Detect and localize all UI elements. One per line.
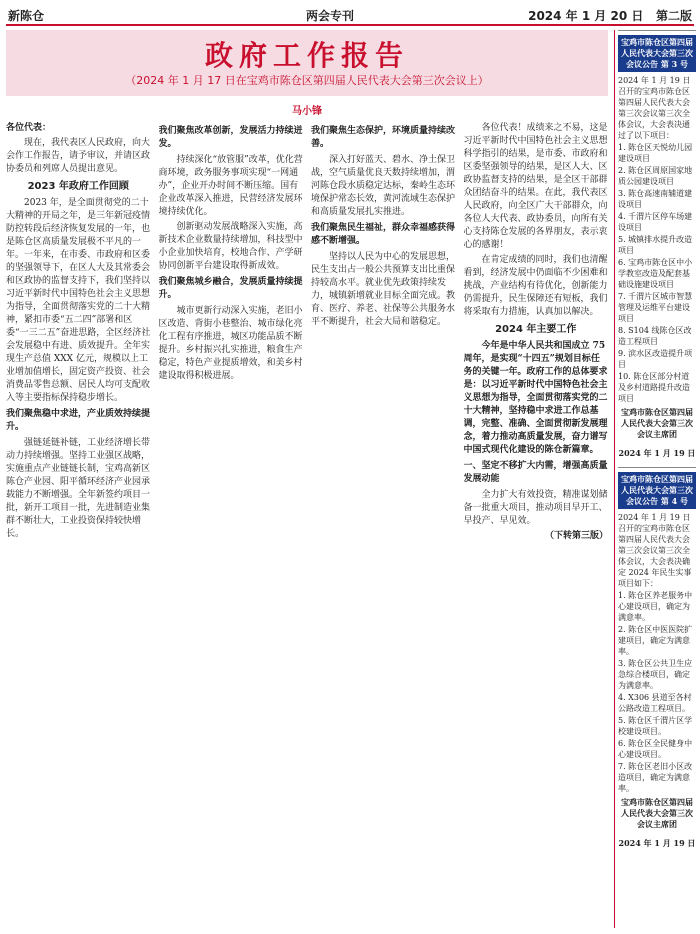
notice-item: 7. 千渭片区城市智慧管理及运维平台建设项目 (618, 292, 693, 323)
byline: 马小锋 (292, 106, 322, 117)
notice-item: 9. 滨水区改造提升项目 (618, 349, 693, 369)
paragraph: 坚持以人民为中心的发展思想，民生支出占一般公共预算支出比重保持较高水平。就业优先政策持续发力，城镇新增就业目标全面完成。教育、医疗、养老、社保等公共服务水平不断提升，社会大局和谐稳定。 (311, 252, 456, 327)
notice-item: 10. 陈仓区部分村道及乡村道路提升改造项目 (618, 372, 690, 403)
paragraph: 深入打好蓝天、碧水、净土保卫战，空气质量优良天数持续增加，渭河陈仓段水质稳定达标，秦岭生态环境保护常态长效，黄河流域生态保护和高质量发展扎实推进。 (311, 155, 456, 217)
article-columns (6, 122, 608, 928)
paragraph: 强链延链补链，工业经济增长带动力持续增强。坚持工业强区战略，实施重点产业链链长制，宝鸡高新区陈仓产业园、阳平循环经济产业园承载能力不断增强。全年新签约项目一批，新开工项目一批，先进制造业集群不断壮大，工业投资保持较快增长。 (6, 438, 151, 539)
notice-item: 3. 陈仓区公共卫生应急综合楼项目，确定为满意率。 (618, 659, 693, 690)
intro-paragraph: 现在，我代表区人民政府，向大会作工作报告，请予审议，并请区政协委员和列席人员提出意见。 (6, 138, 151, 174)
continued-note: （下转第三版） (544, 531, 608, 541)
notice-title: 宝鸡市陈仓区第四届人民代表大会第三次会议公告 第 4 号 (618, 472, 696, 509)
section-name: 两会专刊 (306, 9, 355, 23)
notice-item: 5. 城镇排水提升改造项目 (618, 235, 693, 255)
subheading: 我们聚焦稳中求进，产业质效持续提升。 (6, 409, 151, 432)
notice-item: 4. 千渭片区停车场建设项目 (618, 212, 693, 232)
notice-item: 5. 陈仓区千渭片区学校建设项目。 (618, 716, 693, 736)
notice-item: 1. 陈仓区养老服务中心建设项目，确定为满意率。 (618, 591, 693, 622)
paragraph: 在肯定成绩的同时，我们也清醒看到，经济发展中仍面临不少困难和挑战，产业结构有待优化，创新能力仍需提升，民生保障还有短板，我们将采取有力措施，认真加以解决。 (463, 255, 608, 317)
notice-item: 2. 陈仓区中医医院扩建项目，确定为满意率。 (618, 625, 693, 656)
column-3 (311, 122, 456, 928)
subheading: 我们聚焦生态保护，环境质量持续改善。 (311, 126, 456, 149)
issue-date: 2024 年 1 月 20 日 (528, 9, 644, 23)
subheading: 我们聚焦城乡融合，发展质量持续提升。 (158, 277, 303, 300)
notice-item: 3. 陈仓高速南辅道建设项目 (618, 189, 693, 209)
paragraph: 各位代表！成绩来之不易，这是习近平新时代中国特色社会主义思想科学指引的结果，是市委、市政府和区委坚强领导的结果，是区人大、区政协监督支持的结果，是全区干部群众团结奋斗的结果。在此，我代表区人民政府，向全区广大干部群众，向各位人大代表、政协委员，向所有关心支持陈仓发展的各界朋友，表示衷心的感谢！ (463, 123, 608, 250)
paper-name: 新陈仓 (8, 9, 45, 23)
notice-box-4 (618, 467, 696, 849)
address-line: 各位代表： (6, 123, 52, 133)
subheading: 一、坚定不移扩大内需，增强高质量发展动能 (463, 461, 608, 484)
paragraph: 创新驱动发展战略深入实施，高新技术企业数量持续增加，科技型中小企业加快培育，校地合作、产学研协同创新平台建设取得新成效。 (158, 222, 303, 271)
notice-item: 6. 陈仓区全民健身中心建设项目。 (618, 739, 693, 759)
notice-signature: 宝鸡市陈仓区第四届人民代表大会第三次会议主席团 (621, 797, 693, 829)
notice-item: 2024 年 1 月 19 日召开的宝鸡市陈仓区第四届人民代表大会第三次会议第三次全体会议，大会表决确定 2024 年民生实事项目如下： (618, 513, 692, 588)
notice-box-3 (618, 30, 696, 459)
section-heading-review: 2023 年政府工作回顾 (27, 181, 129, 192)
page-number: 第二版 (655, 9, 692, 23)
sidebar-notices (614, 30, 696, 928)
notice-title: 宝鸡市陈仓区第四届人民代表大会第三次会议公告 第 3 号 (618, 35, 696, 72)
headline-banner (6, 30, 608, 96)
masthead (6, 4, 694, 26)
notice-item: 8. S104 线陈仓区改造工程项目 (618, 326, 692, 346)
notice-item: 6. 宝鸡市陈仓区中小学教室改造及配套基础设施建设项目 (618, 258, 693, 289)
column-4 (464, 122, 609, 928)
subheading: 我们聚焦改革创新，发展活力持续迸发。 (158, 126, 303, 149)
notice-item: 2024 年 1 月 19 日召开的宝鸡市陈仓区第四届人民代表大会第三次会议第三次全体会议，大会表决通过了以下项目： (618, 76, 691, 140)
subheading: 我们聚焦民生福祉，群众幸福感获得感不断增强。 (311, 223, 456, 246)
notice-signature: 宝鸡市陈仓区第四届人民代表大会第三次会议主席团 (621, 407, 693, 439)
column-2 (159, 122, 304, 928)
report-article (6, 30, 608, 928)
column-1 (6, 122, 151, 928)
notice-item: 4. X306 县道至各村公路改造工程项目。 (618, 693, 692, 713)
notice-item: 1. 陈仓区天悦幼儿园建设项目 (618, 143, 693, 163)
notice-date: 2024 年 1 月 19 日 (618, 448, 696, 458)
section-heading-plan: 2024 年主要工作 (495, 324, 577, 335)
paragraph: 持续深化“放管服”改革，优化营商环境，政务服务事项实现“一网通办”，企业开办时间不断压缩。国有企业改革深入推进，民营经济发展环境持续优化。 (158, 155, 303, 217)
page-date-and-number (528, 7, 692, 24)
notice-date: 2024 年 1 月 19 日 (618, 838, 696, 848)
report-subtitle: （2024 年 1 月 17 日在宝鸡市陈仓区第四届人民代表大会第三次会议上） (125, 74, 489, 87)
paragraph: 今年是中华人民共和国成立 75 周年，是实现“十四五”规划目标任务的关键一年。政府工作的总体要求是：以习近平新时代中国特色社会主义思想为指导，全面贯彻落实党的二十大精神，坚持稳中求进工作总基调，完整、准确、全面贯彻新发展理念，着力推动高质量发展，奋力谱写中国式现代化建设的陈仓新篇章。 (463, 341, 608, 455)
paragraph: 全力扩大有效投资，精准谋划储备一批重大项目，推动项目早开工、早投产、早见效。 (463, 490, 608, 526)
paragraph: 城市更新行动深入实施，老旧小区改造、背街小巷整治、城市绿化亮化工程有序推进，城区功能品质不断提升。乡村振兴扎实推进，粮食生产稳定，特色产业提质增效，和美乡村建设取得积极进展。 (158, 306, 303, 381)
paragraph: 2023 年，是全面贯彻党的二十大精神的开局之年，是三年新冠疫情防控转段后经济恢复发展的一年，也是陈仓区高质量发展极不平凡的一年。一年来，在市委、市政府和区委的坚强领导下，在区人大及其常委会和区政协的监督支持下，我们坚持以习近平新时代中国特色社会主义思想为指导，全面贯彻落实党的二十大精神，紧扣市委“五二四”部署和区委“一三二五”奋进思路，全区经济社会发展稳中有进、质效提升。全年实现生产总值 XXX 亿元，规模以上工业增加值增长，固定资产投资、社会消费品零售总额、居民人均可支配收入等主要指标保持稳步增长。 (6, 198, 151, 403)
notice-item: 2. 陈仓区周原国家地质公园建设项目 (618, 166, 693, 186)
notice-item: 7. 陈仓区老旧小区改造项目，确定为满意率。 (618, 762, 693, 793)
report-title: 政府工作报告 (204, 39, 409, 72)
